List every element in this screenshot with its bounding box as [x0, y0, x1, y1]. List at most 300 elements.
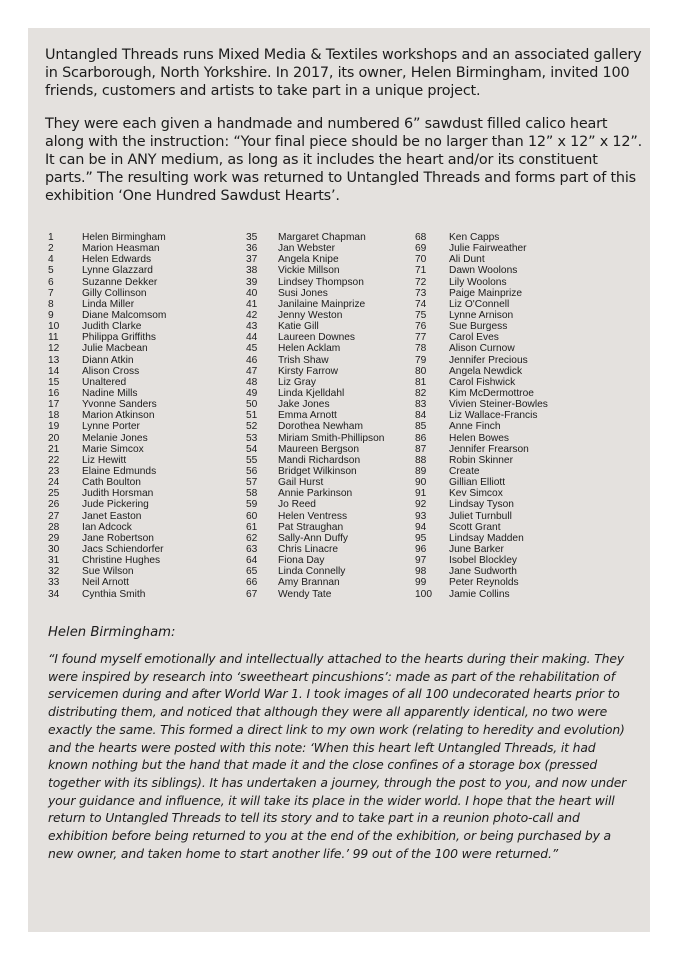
participant-entry	[415, 455, 548, 466]
heart-number: 1	[48, 232, 54, 243]
heart-number: 12	[48, 343, 60, 355]
participant-name: Janilaine Mainprize	[278, 298, 366, 310]
heart-number: 46	[246, 354, 258, 366]
participant-entry	[48, 265, 166, 276]
participant-name: Jake Jones	[278, 399, 330, 411]
participant-entry	[48, 455, 166, 466]
participant-entry	[48, 522, 166, 533]
heart-number: 58	[246, 488, 258, 500]
participant-entry	[415, 288, 548, 299]
participant-name: Philippa Griffiths	[82, 332, 156, 344]
heart-number: 61	[246, 521, 258, 533]
participant-entry	[415, 377, 548, 388]
participant-entry	[415, 321, 548, 332]
heart-number: 28	[48, 521, 60, 533]
participant-name: Jane Sudworth	[449, 566, 517, 578]
participant-entry	[246, 299, 384, 310]
heart-number: 92	[415, 499, 427, 511]
heart-number: 70	[415, 254, 427, 266]
heart-number: 42	[246, 309, 258, 321]
participant-entry	[48, 366, 166, 377]
heart-number: 9	[48, 309, 54, 321]
participant-name: Marie Simcox	[82, 443, 144, 455]
participant-entry	[246, 589, 384, 600]
participant-name: Margaret Chapman	[278, 232, 366, 243]
participant-name: Ali Dunt	[449, 254, 485, 266]
participant-entry	[48, 288, 166, 299]
heart-number: 37	[246, 254, 258, 266]
participant-name: Sally-Ann Duffy	[278, 532, 349, 544]
heart-number: 65	[246, 566, 258, 578]
participant-name: Jacs Schiendorfer	[82, 543, 164, 555]
participant-name: Dawn Woolons	[449, 265, 518, 277]
participant-name: Janet Easton	[82, 510, 142, 522]
participant-name: Kev Simcox	[449, 488, 503, 500]
heart-number: 55	[246, 454, 258, 466]
participant-entry	[48, 343, 166, 354]
heart-number: 13	[48, 354, 60, 366]
participant-name: Cynthia Smith	[82, 588, 146, 600]
participant-name: Judith Horsman	[82, 488, 154, 500]
participant-name: Carol Eves	[449, 332, 499, 344]
participant-name: Helen Ventress	[278, 510, 348, 522]
heart-number: 7	[48, 287, 54, 299]
heart-number: 96	[415, 543, 427, 555]
heart-number: 83	[415, 399, 427, 411]
participant-name: Gail Hurst	[278, 477, 324, 489]
participant-name: Jane Robertson	[82, 532, 154, 544]
heart-number: 57	[246, 477, 258, 489]
participant-entry	[246, 466, 384, 477]
participant-name: Helen Bowes	[449, 432, 510, 444]
participant-entry	[246, 332, 384, 343]
heart-number: 19	[48, 421, 60, 433]
heart-number: 97	[415, 555, 427, 567]
participant-list-column-1	[48, 232, 166, 600]
participant-name: Suzanne Dekker	[82, 276, 158, 288]
heart-number: 99	[415, 577, 427, 589]
participant-entry	[415, 477, 548, 488]
participant-name: Pat Straughan	[278, 521, 344, 533]
participant-name: Jamie Collins	[449, 588, 510, 600]
heart-number: 26	[48, 499, 60, 511]
participant-entry	[415, 544, 548, 555]
heart-number: 64	[246, 555, 258, 567]
participant-name: Lindsey Thompson	[278, 276, 364, 288]
heart-number: 17	[48, 399, 60, 411]
participant-name: Nadine Mills	[82, 387, 138, 399]
heart-number: 53	[246, 432, 258, 444]
participant-name: Fiona Day	[278, 555, 325, 567]
participant-entry	[48, 388, 166, 399]
participant-entry	[246, 310, 384, 321]
participant-list-column-2	[246, 232, 384, 600]
participant-name: Liz Gray	[278, 376, 316, 388]
participant-name: Sue Wilson	[82, 566, 134, 578]
participant-name: Lynne Porter	[82, 421, 140, 433]
participant-name: Lynne Glazzard	[82, 265, 153, 277]
participant-entry	[48, 355, 166, 366]
participant-entry	[415, 555, 548, 566]
participant-name: Susi Jones	[278, 287, 328, 299]
participant-entry	[48, 377, 166, 388]
participant-name: Anne Finch	[449, 421, 501, 433]
participant-name: Lindsay Tyson	[449, 499, 514, 511]
participant-entry	[246, 511, 384, 522]
participant-entry	[48, 232, 166, 243]
participant-entry	[246, 366, 384, 377]
participant-entry	[415, 589, 548, 600]
heart-number: 56	[246, 465, 258, 477]
participant-name: Julie Fairweather	[449, 243, 527, 255]
participant-name: Maureen Bergson	[278, 443, 359, 455]
intro-paragraph-2: They were each given a handmade and numbered 6” sawdust filled calico heart along with the instruction: “Your final piece should be no larger than 12” x 12” x 12”. It can be in ANY medium, as long as it includes the heart and/or its constituent parts.” The resulting work was returned to Untangled Threads and forms part of this exhibition ‘One Hundred Sawdust Hearts’.	[45, 116, 642, 204]
participant-entry	[48, 299, 166, 310]
participant-entry	[415, 399, 548, 410]
participant-entry	[246, 544, 384, 555]
info-panel	[28, 28, 650, 932]
heart-number: 6	[48, 276, 54, 288]
participant-name: Cath Boulton	[82, 477, 141, 489]
heart-number: 15	[48, 376, 60, 388]
heart-number: 34	[48, 588, 60, 600]
heart-number: 59	[246, 499, 258, 511]
participant-entry	[415, 444, 548, 455]
participant-entry	[48, 511, 166, 522]
heart-number: 4	[48, 254, 54, 266]
participant-entry	[48, 433, 166, 444]
heart-number: 48	[246, 376, 258, 388]
participant-entry	[246, 232, 384, 243]
heart-number: 44	[246, 332, 258, 344]
participant-name: Trish Shaw	[278, 354, 329, 366]
participant-entry	[415, 366, 548, 377]
heart-number: 20	[48, 432, 60, 444]
participant-entry	[246, 321, 384, 332]
heart-number: 47	[246, 365, 258, 377]
participant-entry	[415, 355, 548, 366]
participant-name: Julie Macbean	[82, 343, 148, 355]
participant-entry	[415, 310, 548, 321]
heart-number: 62	[246, 532, 258, 544]
heart-number: 39	[246, 276, 258, 288]
participant-entry	[48, 310, 166, 321]
participant-name: Annie Parkinson	[278, 488, 353, 500]
heart-number: 63	[246, 543, 258, 555]
heart-number: 40	[246, 287, 258, 299]
heart-number: 33	[48, 577, 60, 589]
participant-name: Jo Reed	[278, 499, 316, 511]
participant-entry	[415, 566, 548, 577]
participant-entry	[415, 388, 548, 399]
heart-number: 10	[48, 321, 60, 333]
participant-entry	[48, 477, 166, 488]
participant-entry	[415, 433, 548, 444]
participant-entry	[246, 522, 384, 533]
quote-heading: Helen Birmingham:	[48, 625, 176, 640]
participant-entry	[415, 254, 548, 265]
heart-number: 2	[48, 243, 54, 255]
participant-entry	[246, 410, 384, 421]
heart-number: 29	[48, 532, 60, 544]
heart-number: 78	[415, 343, 427, 355]
participant-name: Elaine Edmunds	[82, 465, 157, 477]
participant-entry	[48, 544, 166, 555]
participant-name: Christine Hughes	[82, 555, 161, 567]
participant-entry	[246, 433, 384, 444]
participant-entry	[246, 265, 384, 276]
participant-name: Vickie Millson	[278, 265, 340, 277]
heart-number: 84	[415, 410, 427, 422]
participant-entry	[246, 377, 384, 388]
participant-entry	[415, 243, 548, 254]
participant-entry	[48, 499, 166, 510]
participant-entry	[48, 332, 166, 343]
heart-number: 69	[415, 243, 427, 255]
participant-name: Jan Webster	[278, 243, 336, 255]
participant-entry	[246, 533, 384, 544]
participant-name: Liz Wallace-Francis	[449, 410, 538, 422]
participant-entry	[415, 488, 548, 499]
participant-name: Gillian Elliott	[449, 477, 506, 489]
heart-number: 32	[48, 566, 60, 578]
participant-entry	[246, 355, 384, 366]
participant-entry	[415, 499, 548, 510]
heart-number: 5	[48, 265, 54, 277]
participant-name: Mandi Richardson	[278, 454, 361, 466]
participant-entry	[415, 410, 548, 421]
participant-name: Angela Newdick	[449, 365, 523, 377]
participant-name: Kirsty Farrow	[278, 365, 338, 377]
participant-entry	[246, 455, 384, 466]
heart-number: 66	[246, 577, 258, 589]
heart-number: 54	[246, 443, 258, 455]
participant-name: Lily Woolons	[449, 276, 507, 288]
participant-name: Isobel Blockley	[449, 555, 517, 567]
participant-name: Ken Capps	[449, 232, 500, 243]
participant-entry	[415, 332, 548, 343]
participant-name: Helen Edwards	[82, 254, 152, 266]
participant-name: Laureen Downes	[278, 332, 356, 344]
participant-entry	[415, 232, 548, 243]
participant-entry	[415, 421, 548, 432]
heart-number: 74	[415, 298, 427, 310]
participant-name: Jude Pickering	[82, 499, 149, 511]
heart-number: 95	[415, 532, 427, 544]
heart-number: 31	[48, 555, 60, 567]
participant-name: Bridget Wilkinson	[278, 465, 357, 477]
participant-name: Wendy Tate	[278, 588, 332, 600]
participant-entry	[246, 399, 384, 410]
participant-name: Neil Arnott	[82, 577, 129, 589]
participant-name: Paige Mainprize	[449, 287, 523, 299]
heart-number: 52	[246, 421, 258, 433]
participant-list-column-3	[415, 232, 548, 600]
participant-name: Scott Grant	[449, 521, 501, 533]
participant-name: Liz Hewitt	[82, 454, 127, 466]
heart-number: 36	[246, 243, 258, 255]
heart-number: 11	[48, 332, 59, 344]
heart-number: 18	[48, 410, 60, 422]
heart-number: 22	[48, 454, 60, 466]
participant-entry	[415, 577, 548, 588]
participant-name: Liz O'Connell	[449, 298, 510, 310]
participant-name: June Barker	[449, 543, 504, 555]
participant-name: Helen Acklam	[278, 343, 341, 355]
heart-number: 89	[415, 465, 427, 477]
participant-entry	[48, 421, 166, 432]
participant-entry	[246, 288, 384, 299]
participant-name: Alison Cross	[82, 365, 140, 377]
heart-number: 82	[415, 387, 427, 399]
heart-number: 30	[48, 543, 60, 555]
participant-entry	[48, 243, 166, 254]
participant-name: Yvonne Sanders	[82, 399, 157, 411]
participant-name: Peter Reynolds	[449, 577, 519, 589]
participant-entry	[48, 589, 166, 600]
participant-name: Linda Miller	[82, 298, 135, 310]
heart-number: 43	[246, 321, 258, 333]
heart-number: 49	[246, 387, 258, 399]
heart-number: 71	[415, 265, 427, 277]
participant-entry	[415, 277, 548, 288]
participant-name: Miriam Smith-Phillipson	[278, 432, 385, 444]
participant-entry	[48, 399, 166, 410]
heart-number: 86	[415, 432, 427, 444]
heart-number: 79	[415, 354, 427, 366]
participant-name: Vivien Steiner-Bowles	[449, 399, 548, 411]
participant-name: Dorothea Newham	[278, 421, 363, 433]
participant-entry	[246, 577, 384, 588]
heart-number: 67	[246, 588, 258, 600]
participant-entry	[246, 555, 384, 566]
participant-name: Robin Skinner	[449, 454, 513, 466]
participant-name: Create	[449, 465, 480, 477]
heart-number: 90	[415, 477, 427, 489]
participant-name: Linda Connelly	[278, 566, 346, 578]
participant-entry	[246, 444, 384, 455]
heart-number: 38	[246, 265, 258, 277]
participant-name: Lynne Arnison	[449, 309, 514, 321]
participant-name: Katie Gill	[278, 321, 319, 333]
heart-number: 14	[48, 365, 60, 377]
intro-paragraph-1: Untangled Threads runs Mixed Media & Textiles workshops and an associated gallery in Scarborough, North Yorkshire. In 2017, its owner, Helen Birmingham, invited 100 friends, customers and artists to take part in a unique project.	[45, 47, 642, 99]
heart-number: 45	[246, 343, 258, 355]
participant-entry	[246, 421, 384, 432]
participant-name: Melanie Jones	[82, 432, 148, 444]
heart-number: 73	[415, 287, 427, 299]
participant-name: Jennifer Frearson	[449, 443, 529, 455]
heart-number: 100	[415, 588, 432, 600]
participant-entry	[246, 343, 384, 354]
participant-name: Marion Atkinson	[82, 410, 155, 422]
heart-number: 21	[48, 443, 60, 455]
participant-entry	[415, 299, 548, 310]
participant-name: Diann Atkin	[82, 354, 134, 366]
heart-number: 81	[415, 376, 427, 388]
participant-entry	[246, 488, 384, 499]
heart-number: 68	[415, 232, 427, 243]
heart-number: 75	[415, 309, 427, 321]
participant-name: Helen Birmingham	[82, 232, 166, 243]
participant-name: Juliet Turnbull	[449, 510, 512, 522]
participant-entry	[415, 466, 548, 477]
participant-entry	[415, 265, 548, 276]
participant-entry	[246, 243, 384, 254]
participant-name: Angela Knipe	[278, 254, 339, 266]
heart-number: 41	[246, 298, 258, 310]
heart-number: 51	[246, 410, 258, 422]
heart-number: 93	[415, 510, 427, 522]
participant-entry	[246, 277, 384, 288]
heart-number: 50	[246, 399, 258, 411]
participant-entry	[415, 343, 548, 354]
participant-entry	[415, 533, 548, 544]
participant-name: Emma Arnott	[278, 410, 337, 422]
heart-number: 87	[415, 443, 427, 455]
heart-number: 25	[48, 488, 60, 500]
heart-number: 27	[48, 510, 60, 522]
participant-name: Chris Linacre	[278, 543, 339, 555]
participant-name: Jennifer Precious	[449, 354, 528, 366]
heart-number: 88	[415, 454, 427, 466]
heart-number: 23	[48, 465, 60, 477]
participant-entry	[246, 388, 384, 399]
heart-number: 8	[48, 298, 54, 310]
quote-text: “I found myself emotionally and intellectually attached to the hearts during their making. They were inspired by research into ‘sweetheart pincushions’: made as part of the rehabilitation of servicemen during and after World War 1. I took images of all 100 undecorated hearts prior to distributing them, and noticed that although they were all apparently identical, no two were exactly the same. This formed a direct link to my own work (relating to heredity and evolution) and the hearts were posted with this note: ‘When this heart left Untangled Threads, it had known nothing but the hand that made it and the close confines of a storage box (pressed together with its siblings). It has undertaken a journey, through the post to you, and now under your guidance and influence, it will take its place in the wider world. I hope that the heart will return to Untangled Threads to tell its story and to take part in a reunion photo-call and exhibition before being returned to you at the end of the exhibition, or being purchased by a new owner, and taken home to start another life.’ 99 out of the 100 were returned.”	[48, 651, 627, 861]
participant-name: Lindsay Madden	[449, 532, 524, 544]
participant-name: Carol Fishwick	[449, 376, 516, 388]
heart-number: 24	[48, 477, 60, 489]
participant-entry	[48, 555, 166, 566]
participant-entry	[246, 499, 384, 510]
participant-entry	[48, 488, 166, 499]
participant-entry	[246, 566, 384, 577]
participant-name: Judith Clarke	[82, 321, 142, 333]
participant-name: Jenny Weston	[278, 309, 343, 321]
participant-name: Diane Malcomsom	[82, 309, 167, 321]
heart-number: 35	[246, 232, 258, 243]
heart-number: 80	[415, 365, 427, 377]
heart-number: 60	[246, 510, 258, 522]
heart-number: 98	[415, 566, 427, 578]
participant-entry	[48, 533, 166, 544]
participant-name: Amy Brannan	[278, 577, 340, 589]
heart-number: 16	[48, 387, 60, 399]
heart-number: 76	[415, 321, 427, 333]
participant-entry	[48, 410, 166, 421]
participant-entry	[48, 321, 166, 332]
participant-name: Unaltered	[82, 376, 127, 388]
participant-entry	[48, 444, 166, 455]
participant-name: Sue Burgess	[449, 321, 508, 333]
participant-entry	[48, 277, 166, 288]
participant-name: Gilly Collinson	[82, 287, 147, 299]
participant-entry	[246, 477, 384, 488]
heart-number: 94	[415, 521, 427, 533]
participant-entry	[48, 254, 166, 265]
heart-number: 72	[415, 276, 427, 288]
heart-number: 77	[415, 332, 427, 344]
participant-name: Linda Kjelldahl	[278, 387, 345, 399]
participant-name: Ian Adcock	[82, 521, 132, 533]
heart-number: 91	[415, 488, 427, 500]
participant-name: Alison Curnow	[449, 343, 515, 355]
participant-entry	[415, 522, 548, 533]
participant-name: Marion Heasman	[82, 243, 160, 255]
participant-name: Kim McDermottroe	[449, 387, 534, 399]
participant-entry	[48, 577, 166, 588]
